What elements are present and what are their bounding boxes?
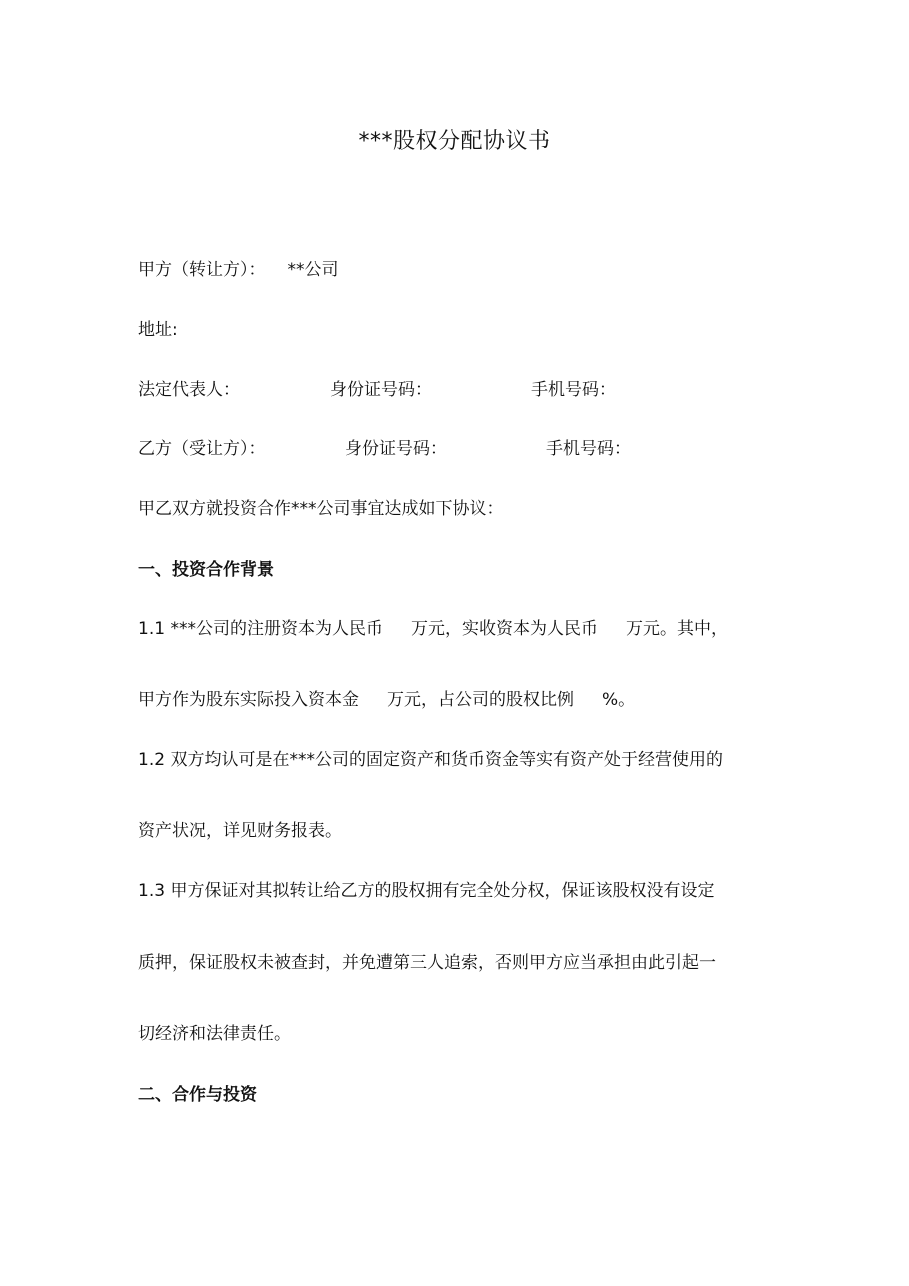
address-label: 地址: xyxy=(138,320,178,340)
clause-1-1-line-1 xyxy=(138,621,728,638)
section-1-heading: 一、投资合作背景 xyxy=(138,560,274,580)
document-title: ***股权分配协议书 xyxy=(358,129,551,154)
party-a-value: **公司 xyxy=(287,260,339,280)
intro-text: 甲乙双方就投资合作***公司事宜达成如下协议： xyxy=(138,499,504,519)
party-a-line xyxy=(138,262,339,279)
clause-1-3-line-2: 质押，保证股权未被查封，并免遭第三人追索，否则甲方应当承担由此引起一 xyxy=(138,953,716,973)
legal-rep-phone-label: 手机号码： xyxy=(531,380,616,400)
legal-rep-label: 法定代表人： xyxy=(138,380,240,400)
address-line xyxy=(138,322,178,339)
party-b-id-label: 身份证号码： xyxy=(345,439,447,459)
clause-1-1-text-b: 万元，实收资本为人民币 xyxy=(410,619,598,639)
party-b-phone-label: 手机号码： xyxy=(546,439,631,459)
clause-1-1-line-2 xyxy=(138,692,635,709)
clause-1-3-line-3: 切经济和法律责任。 xyxy=(138,1024,291,1044)
clause-1-1-text-c: 万元。其中， xyxy=(625,619,728,639)
clause-1-2-line-1: 1.2 双方均认可是在***公司的固定资产和货币资金等实有资产处于经营使用的 xyxy=(138,750,723,770)
clause-1-3-line-1: 1.3 甲方保证对其拟转让给乙方的股权拥有完全处分权，保证该股权没有设定 xyxy=(138,881,715,901)
legal-rep-id-label: 身份证号码： xyxy=(330,380,432,400)
clause-1-1-text-a: 1.1 ***公司的注册资本为人民币 xyxy=(138,619,383,639)
clause-1-1-text-e: 万元，占公司的股权比例 xyxy=(387,690,574,710)
party-a-label: 甲方（转让方）： xyxy=(138,260,266,280)
party-b-label: 乙方（受让方）： xyxy=(138,439,266,459)
clause-1-1-text-f: %。 xyxy=(602,690,636,710)
clause-1-2-line-2: 资产状况，详见财务报表。 xyxy=(138,821,342,841)
section-2-heading: 二、合作与投资 xyxy=(138,1085,257,1105)
clause-1-1-text-d: 甲方作为股东实际投入资本金 xyxy=(138,690,359,710)
